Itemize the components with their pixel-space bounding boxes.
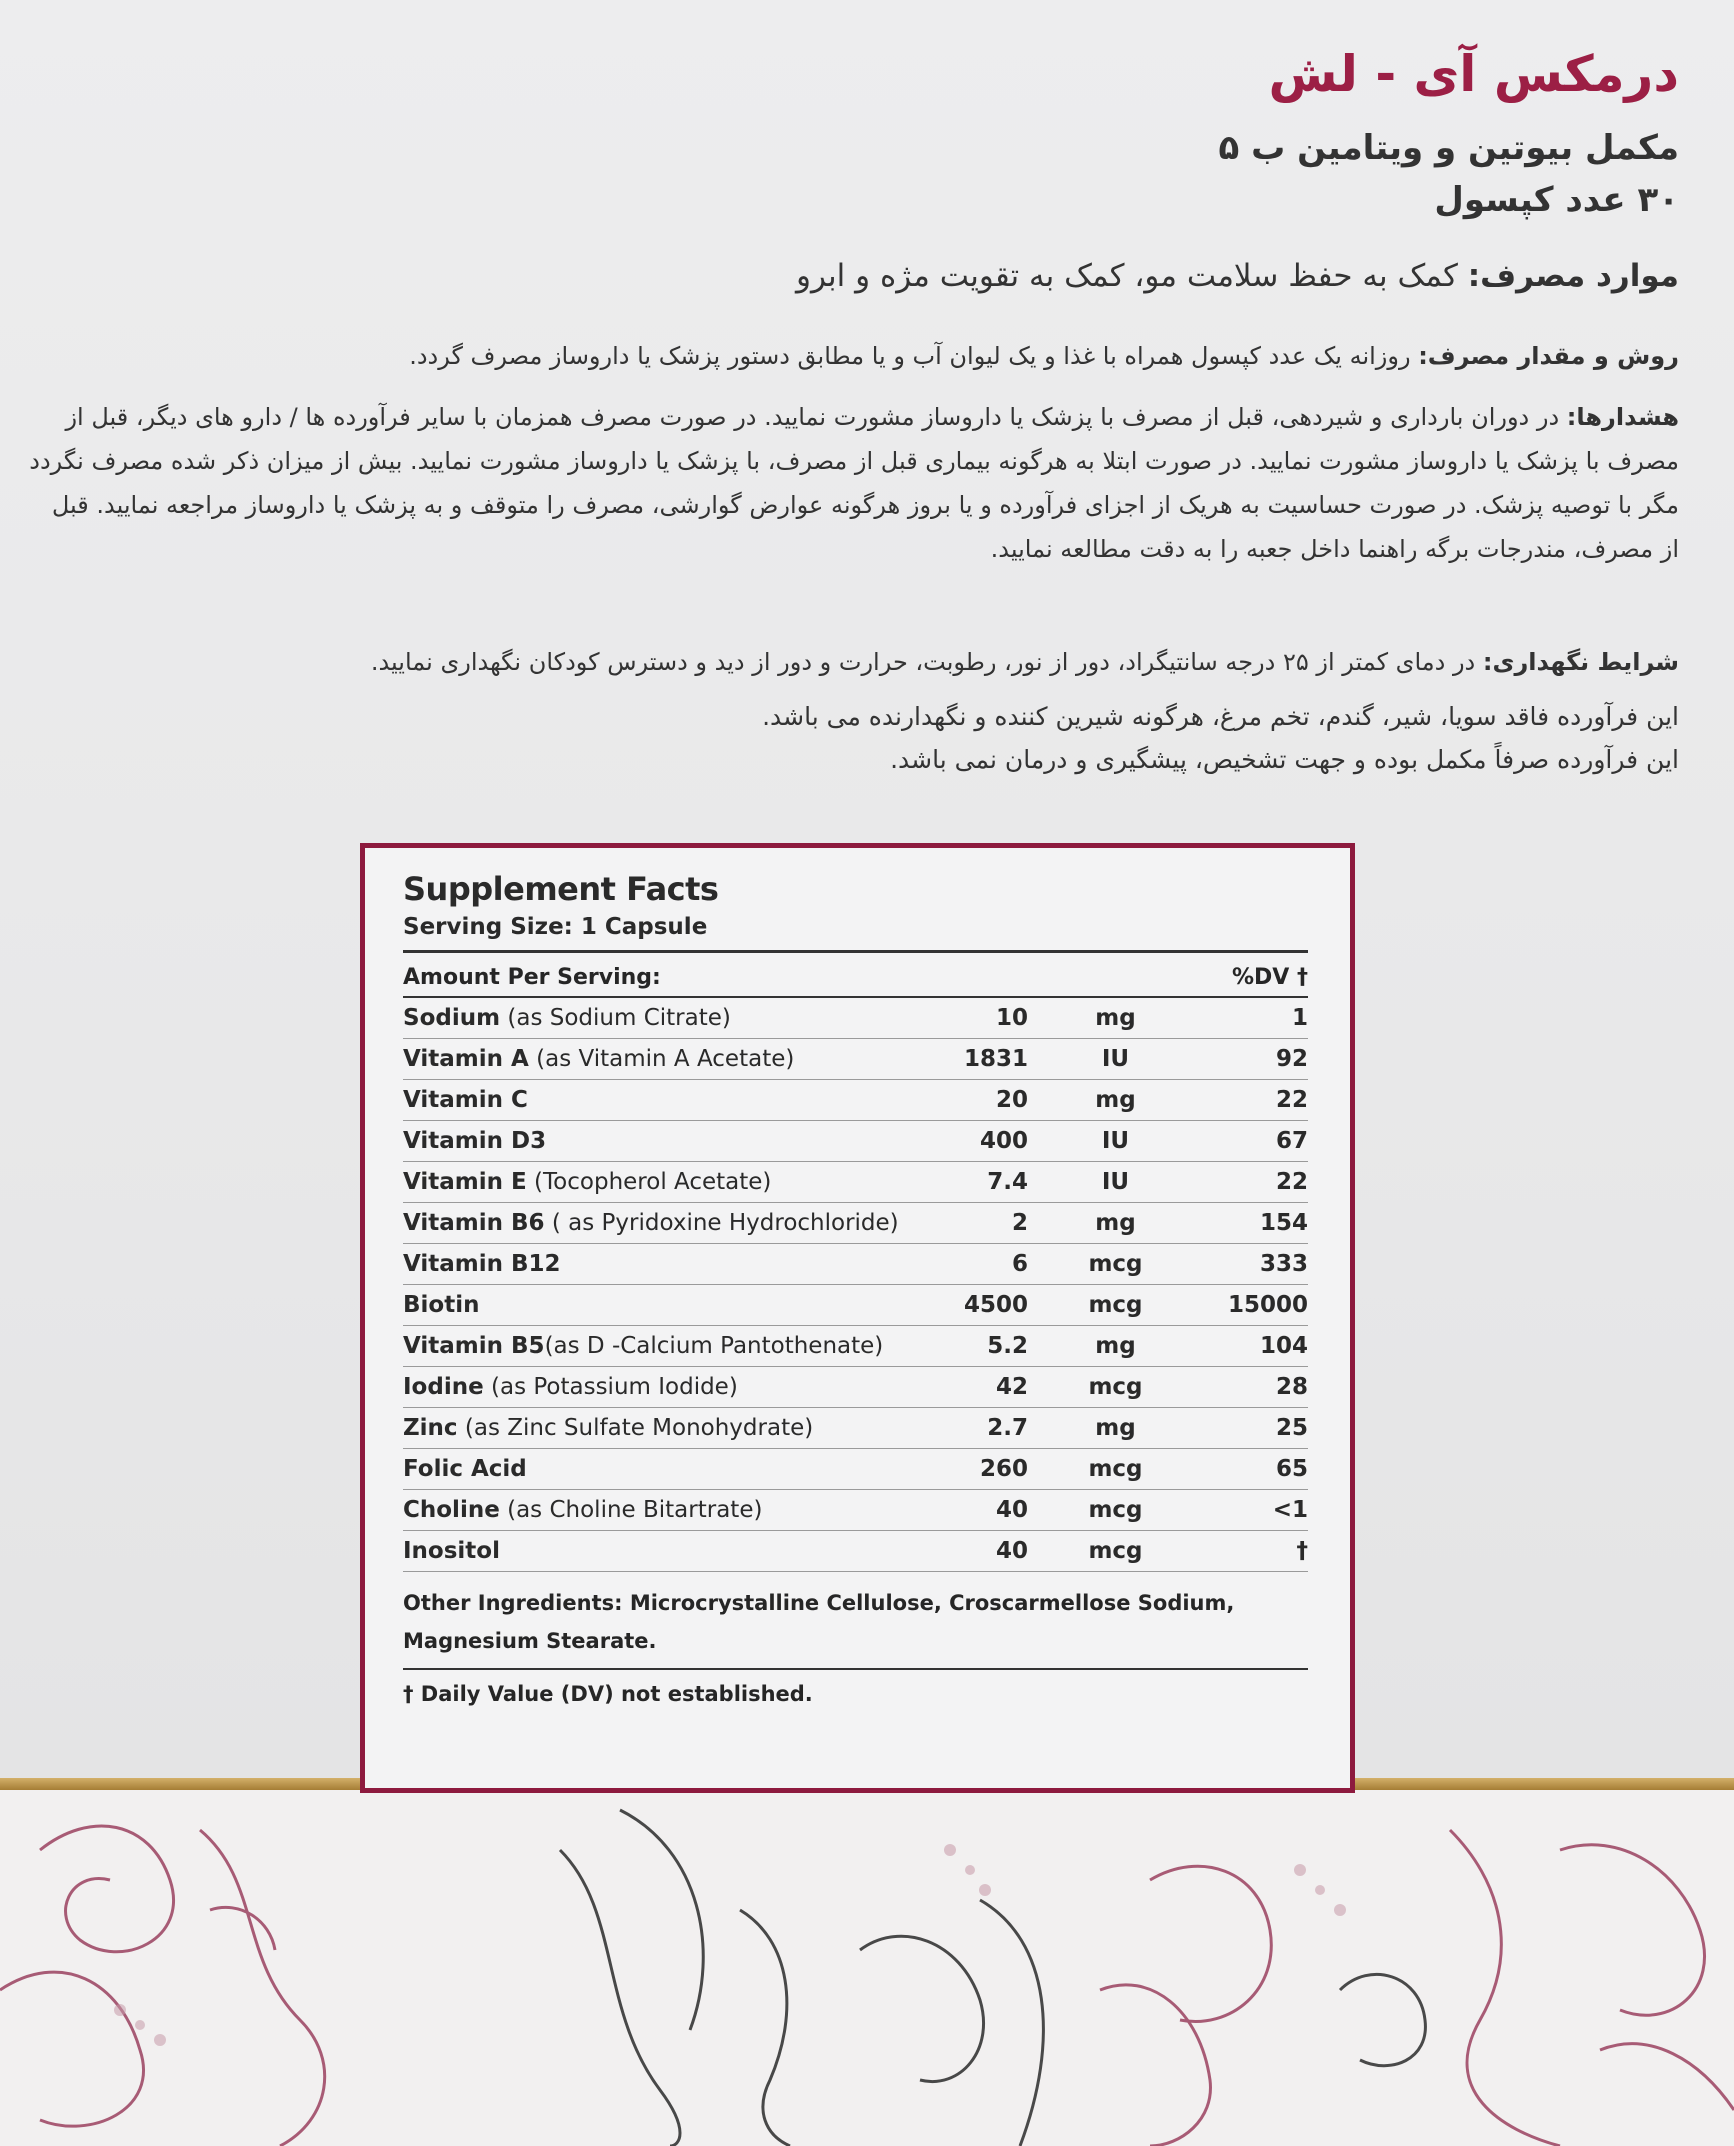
table-row <box>403 1490 1308 1531</box>
nutrient-amount: 20 <box>995 1087 1028 1113</box>
table-row <box>403 1367 1308 1408</box>
nutrient-name: Folic Acid <box>403 1456 527 1482</box>
nutrient-name-cell <box>403 1415 943 1441</box>
uses-line <box>796 258 1679 294</box>
nutrient-name: Vitamin C <box>403 1087 528 1113</box>
dv-footnote: † Daily Value (DV) not established. <box>403 1682 813 1706</box>
nutrient-dv: 22 <box>1275 1169 1308 1195</box>
nutrient-unit: mcg <box>1088 1497 1143 1523</box>
nutrient-name: Biotin <box>403 1292 480 1318</box>
nutrient-dv: 92 <box>1275 1046 1308 1072</box>
nutrient-amount: 400 <box>979 1128 1028 1154</box>
table-row <box>403 1121 1308 1162</box>
dv-header: %DV † <box>1232 965 1308 990</box>
nutrient-unit: mg <box>1095 1210 1136 1236</box>
table-row <box>403 1080 1308 1121</box>
warnings-label: هشدارها: <box>1566 403 1679 431</box>
nutrient-unit: IU <box>1101 1046 1130 1072</box>
supplement-facts-title: Supplement Facts <box>403 870 719 908</box>
uses-label: موارد مصرف: <box>1467 258 1679 294</box>
nutrient-unit: mg <box>1095 1087 1136 1113</box>
nutrient-name-cell <box>403 1292 943 1318</box>
nutrient-unit: mcg <box>1088 1456 1143 1482</box>
nutrient-amount: 42 <box>995 1374 1028 1400</box>
nutrient-name: Vitamin E <box>403 1169 527 1195</box>
nutrient-unit: mg <box>1095 1005 1136 1031</box>
storage-text: در دمای کمتر از ۲۵ درجه سانتیگراد، دور از نور، رطوبت، حرارت و دور از دید و دسترس کودکان نگهداری نمایید. <box>370 648 1483 676</box>
table-row <box>403 1531 1308 1572</box>
nutrient-amount: 1831 <box>963 1046 1028 1072</box>
nutrient-detail: (as Vitamin A Acetate) <box>528 1046 795 1072</box>
product-title: درمکس آی - لش <box>1268 45 1679 103</box>
nutrient-amount: 7.4 <box>987 1169 1028 1195</box>
nutrient-amount: 4500 <box>963 1292 1028 1318</box>
supplement-note: این فرآورده صرفاً مکمل بوده و جهت تشخیص، پیشگیری و درمان نمی باشد. <box>890 745 1679 774</box>
nutrient-name-cell <box>403 1128 943 1154</box>
nutrient-detail: (as Choline Bitartrate) <box>499 1497 763 1523</box>
nutrient-amount: 40 <box>995 1497 1028 1523</box>
nutrient-name: Vitamin B5 <box>403 1333 545 1359</box>
facts-header-row <box>403 953 1308 996</box>
product-subtitle: مکمل بیوتین و ویتامین ب ۵ <box>1218 128 1679 168</box>
nutrient-name-cell <box>403 1456 943 1482</box>
nutrient-name: Vitamin D3 <box>403 1128 547 1154</box>
table-row <box>403 1285 1308 1326</box>
nutrient-name-cell <box>403 1251 943 1277</box>
nutrient-amount: 10 <box>995 1005 1028 1031</box>
nutrient-unit: mg <box>1095 1333 1136 1359</box>
uses-text: کمک به حفظ سلامت مو، کمک به تقویت مژه و ابرو <box>795 258 1468 294</box>
other-ingredients: Other Ingredients: Microcrystalline Cellulose, Croscarmellose Sodium, Magnesium Stearate. <box>403 1591 1235 1653</box>
nutrient-amount: 2.7 <box>987 1415 1028 1441</box>
table-row <box>403 998 1308 1039</box>
nutrient-detail: ( as Pyridoxine Hydrochloride) <box>544 1210 899 1236</box>
nutrient-name-cell <box>403 1169 943 1195</box>
table-row <box>403 1039 1308 1080</box>
nutrient-name: Sodium <box>403 1005 501 1031</box>
nutrient-name: Inositol <box>403 1538 500 1564</box>
facts-table <box>403 998 1308 1572</box>
table-row <box>403 1408 1308 1449</box>
nutrient-amount: 6 <box>1011 1251 1028 1277</box>
nutrient-dv: <1 <box>1272 1497 1308 1523</box>
allergen-note: این فرآورده فاقد سویا، شیر، گندم، تخم مرغ، هرگونه شیرین کننده و نگهدارنده می باشد. <box>762 702 1679 731</box>
nutrient-amount: 40 <box>995 1538 1028 1564</box>
table-row <box>403 1244 1308 1285</box>
dosage-paragraph <box>29 334 1679 378</box>
nutrient-detail: (as Potassium Iodide) <box>483 1374 738 1400</box>
nutrient-name-cell <box>403 1046 943 1072</box>
nutrient-unit: mg <box>1095 1415 1136 1441</box>
nutrient-unit: mcg <box>1088 1374 1143 1400</box>
nutrient-name-cell <box>403 1210 943 1236</box>
capsule-count: ۳۰ عدد کپسول <box>1434 180 1679 220</box>
nutrient-dv: 15000 <box>1227 1292 1308 1318</box>
warnings-text: در دوران بارداری و شیردهی، قبل از مصرف با پزشک یا داروساز مشورت نمایید. در صورت مصرف همزمان با سایر فرآورده ها / دارو های دیگر، قبل از مصرف با پزشک یا داروساز مشورت نمایید. در صورت ابتلا به هرگونه بیماری قبل از مصرف، با پزشک یا داروساز مشورت نمایید. بیش از میزان ذکر شده مصرف نگردد مگر با توصیه پزشک. در صورت حساسیت به هریک از اجزای فرآورده و یا بروز هرگونه عوارض گوارشی، مصرف را متوقف و به پزشک یا داروساز مراجعه نمایید. قبل از مصرف، مندرجات برگه راهنما داخل جعبه را به دقت مطالعه نمایید. <box>29 403 1679 563</box>
warnings-paragraph <box>29 395 1679 571</box>
nutrient-name: Vitamin B6 <box>403 1210 545 1236</box>
nutrient-name: Zinc <box>403 1415 458 1441</box>
nutrient-dv: 1 <box>1291 1005 1308 1031</box>
amount-per-serving-header: Amount Per Serving: <box>403 965 661 990</box>
nutrient-dv: 154 <box>1259 1210 1308 1236</box>
nutrient-name-cell <box>403 1538 943 1564</box>
nutrient-amount: 2 <box>1011 1210 1028 1236</box>
nutrient-name-cell <box>403 1497 943 1523</box>
dosage-text: روزانه یک عدد کپسول همراه با غذا و یک لیوان آب و یا مطابق دستور پزشک یا داروساز مصرف گردد. <box>409 342 1419 370</box>
table-row <box>403 1449 1308 1490</box>
nutrient-name-cell <box>403 1374 943 1400</box>
nutrient-name-cell <box>403 1087 943 1113</box>
dosage-label: روش و مقدار مصرف: <box>1418 342 1679 370</box>
nutrient-dv: 25 <box>1275 1415 1308 1441</box>
floral-line-art <box>0 1790 1734 2146</box>
nutrient-name: Iodine <box>403 1374 484 1400</box>
nutrient-dv: 65 <box>1275 1456 1308 1482</box>
nutrient-name: Vitamin B12 <box>403 1251 561 1277</box>
nutrient-unit: mcg <box>1088 1538 1143 1564</box>
nutrient-dv: 104 <box>1259 1333 1308 1359</box>
nutrient-amount: 5.2 <box>987 1333 1028 1359</box>
nutrient-name: Vitamin A <box>403 1046 529 1072</box>
nutrient-amount: 260 <box>979 1456 1028 1482</box>
storage-label: شرایط نگهداری: <box>1482 648 1679 676</box>
nutrient-name: Choline <box>403 1497 500 1523</box>
nutrient-unit: IU <box>1101 1128 1130 1154</box>
nutrient-detail: (as D -Calcium Pantothenate) <box>544 1333 884 1359</box>
supplement-facts-panel <box>360 843 1355 1793</box>
nutrient-detail: (as Sodium Citrate) <box>500 1005 731 1031</box>
nutrient-dv: 22 <box>1275 1087 1308 1113</box>
nutrient-detail: (as Zinc Sulfate Monohydrate) <box>457 1415 814 1441</box>
nutrient-dv: 67 <box>1275 1128 1308 1154</box>
table-row <box>403 1203 1308 1244</box>
serving-size: Serving Size: 1 Capsule <box>403 914 708 940</box>
nutrient-unit: IU <box>1101 1169 1130 1195</box>
nutrient-dv: 28 <box>1275 1374 1308 1400</box>
floral-illustration <box>0 1790 1734 2146</box>
nutrient-name-cell <box>403 1333 943 1359</box>
nutrient-unit: mcg <box>1088 1292 1143 1318</box>
nutrient-detail: (Tocopherol Acetate) <box>526 1169 772 1195</box>
nutrient-name-cell <box>403 1005 943 1031</box>
table-row <box>403 1162 1308 1203</box>
nutrient-dv: † <box>1296 1538 1308 1564</box>
table-row <box>403 1326 1308 1367</box>
nutrient-unit: mcg <box>1088 1251 1143 1277</box>
storage-paragraph <box>29 640 1679 684</box>
nutrient-dv: 333 <box>1259 1251 1308 1277</box>
